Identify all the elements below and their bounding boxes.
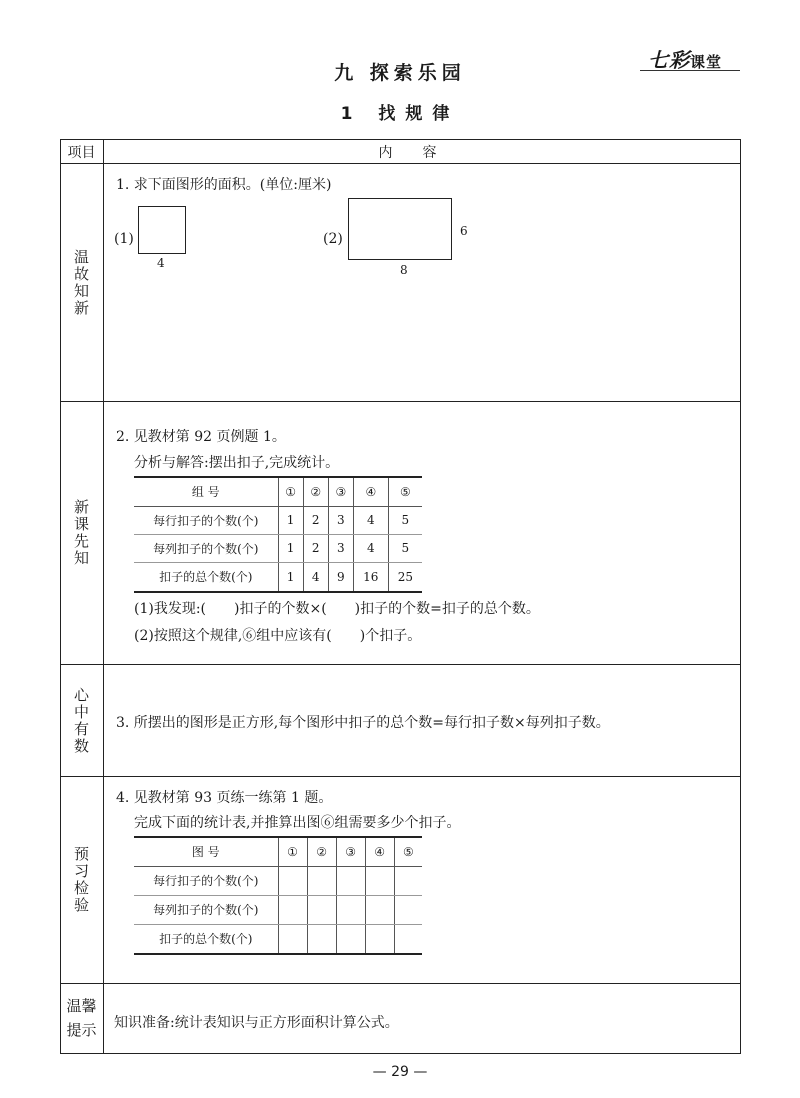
tip-label-line1: 温馨 bbox=[66, 997, 97, 1015]
blank-cell[interactable] bbox=[307, 866, 336, 895]
blank-cell[interactable] bbox=[278, 866, 307, 895]
table-2-col-3: ③ bbox=[336, 838, 365, 866]
blank-cell[interactable] bbox=[394, 866, 422, 895]
square-figure bbox=[138, 206, 186, 254]
buttons-stat-table-1 bbox=[134, 476, 422, 593]
section-label-tip bbox=[60, 994, 103, 1042]
table-1-header-label: 组 号 bbox=[134, 478, 278, 506]
blank-cell[interactable] bbox=[336, 895, 365, 924]
question-1: 1. 求下面图形的面积。(单位:厘米) bbox=[116, 177, 332, 193]
row-divider bbox=[60, 163, 741, 164]
cell: 4 bbox=[353, 534, 388, 562]
table-1-col-2: ② bbox=[303, 478, 328, 506]
cell: 1 bbox=[278, 562, 303, 591]
table-2-col-5: ⑤ bbox=[394, 838, 422, 866]
header-content: 内容 bbox=[378, 145, 467, 161]
row-divider bbox=[60, 776, 741, 777]
finding-2: (2)按照这个规律,⑥组中应该有( )个扣子。 bbox=[134, 628, 422, 644]
table-row bbox=[134, 866, 422, 895]
section-label-mind: 心中有数 bbox=[72, 686, 90, 755]
cell: 4 bbox=[353, 506, 388, 534]
row-divider bbox=[60, 664, 741, 665]
table-1-col-5: ⑤ bbox=[388, 478, 422, 506]
square-side-length: 4 bbox=[157, 256, 165, 270]
section-label-preview: 新课先知 bbox=[72, 499, 90, 567]
table-1-col-1: ① bbox=[278, 478, 303, 506]
section-label-check: 预习检验 bbox=[72, 846, 90, 914]
blank-cell[interactable] bbox=[394, 924, 422, 953]
cell: 5 bbox=[388, 534, 422, 562]
cell: 2 bbox=[303, 506, 328, 534]
table-2-col-1: ① bbox=[278, 838, 307, 866]
tip-label-line2: 提示 bbox=[66, 1021, 97, 1039]
rectangle-width: 8 bbox=[400, 263, 408, 277]
rectangle-figure bbox=[348, 198, 452, 260]
blank-cell[interactable] bbox=[278, 924, 307, 953]
table-row bbox=[134, 895, 422, 924]
page-number: — 29 — bbox=[372, 1064, 428, 1080]
blank-cell[interactable] bbox=[278, 895, 307, 924]
table-2-header-label: 图 号 bbox=[134, 838, 278, 866]
tip-text: 知识准备:统计表知识与正方形面积计算公式。 bbox=[114, 1015, 399, 1031]
blank-cell[interactable] bbox=[307, 895, 336, 924]
table-row bbox=[134, 924, 422, 953]
table-2-col-4: ④ bbox=[365, 838, 394, 866]
blank-cell[interactable] bbox=[307, 924, 336, 953]
figure-2-label: (2) bbox=[323, 231, 343, 247]
table-2-col-2: ② bbox=[307, 838, 336, 866]
unit-title: 九 探索乐园 bbox=[334, 62, 466, 84]
buttons-stat-table-2 bbox=[134, 836, 422, 955]
cell: 5 bbox=[388, 506, 422, 534]
question-2-instruction: 分析与解答:摆出扣子,完成统计。 bbox=[134, 455, 340, 471]
figure-1-label: (1) bbox=[114, 231, 134, 247]
question-2: 2. 见教材第 92 页例题 1。 bbox=[116, 429, 286, 445]
row-label: 每列扣子的个数(个) bbox=[134, 895, 278, 924]
header-item: 项目 bbox=[67, 145, 96, 161]
cell: 16 bbox=[353, 562, 388, 591]
stat-table-1 bbox=[134, 478, 422, 591]
lesson-title: 1 找规律 bbox=[340, 104, 460, 124]
cell: 1 bbox=[278, 506, 303, 534]
table-row bbox=[134, 534, 422, 562]
blank-cell[interactable] bbox=[336, 866, 365, 895]
cell: 2 bbox=[303, 534, 328, 562]
cell: 25 bbox=[388, 562, 422, 591]
blank-cell[interactable] bbox=[365, 924, 394, 953]
row-label: 每行扣子的个数(个) bbox=[134, 506, 278, 534]
question-4-instruction: 完成下面的统计表,并推算出图⑥组需要多少个扣子。 bbox=[134, 815, 461, 831]
row-label: 扣子的总个数(个) bbox=[159, 570, 253, 585]
table-row bbox=[134, 562, 422, 591]
table-row bbox=[134, 506, 422, 534]
brand-sub: 课堂 bbox=[690, 53, 723, 71]
brand-main: 七彩 bbox=[648, 48, 690, 72]
cell: 9 bbox=[328, 562, 353, 591]
table-1-col-4: ④ bbox=[353, 478, 388, 506]
cell: 3 bbox=[328, 534, 353, 562]
stat-table-2 bbox=[134, 838, 422, 953]
blank-cell[interactable] bbox=[365, 895, 394, 924]
cell: 4 bbox=[303, 562, 328, 591]
cell: 1 bbox=[278, 534, 303, 562]
blank-cell[interactable] bbox=[394, 895, 422, 924]
row-label: 每列扣子的个数(个) bbox=[134, 534, 278, 562]
blank-cell[interactable] bbox=[365, 866, 394, 895]
question-4: 4. 见教材第 93 页练一练第 1 题。 bbox=[116, 790, 333, 806]
cell: 3 bbox=[328, 506, 353, 534]
row-label: 每行扣子的个数(个) bbox=[134, 866, 278, 895]
blank-cell[interactable] bbox=[336, 924, 365, 953]
table-1-col-3: ③ bbox=[328, 478, 353, 506]
column-divider bbox=[103, 139, 104, 1054]
finding-1: (1)我发现:( )扣子的个数×( )扣子的个数=扣子的总个数。 bbox=[134, 601, 540, 617]
question-3: 3. 所摆出的图形是正方形,每个图形中扣子的总个数=每行扣子数×每列扣子数。 bbox=[116, 715, 610, 731]
row-label: 扣子的总个数(个) bbox=[159, 932, 253, 947]
rectangle-height: 6 bbox=[460, 224, 468, 238]
section-label-review: 温故知新 bbox=[72, 248, 90, 317]
row-divider bbox=[60, 401, 741, 402]
row-divider bbox=[60, 983, 741, 984]
